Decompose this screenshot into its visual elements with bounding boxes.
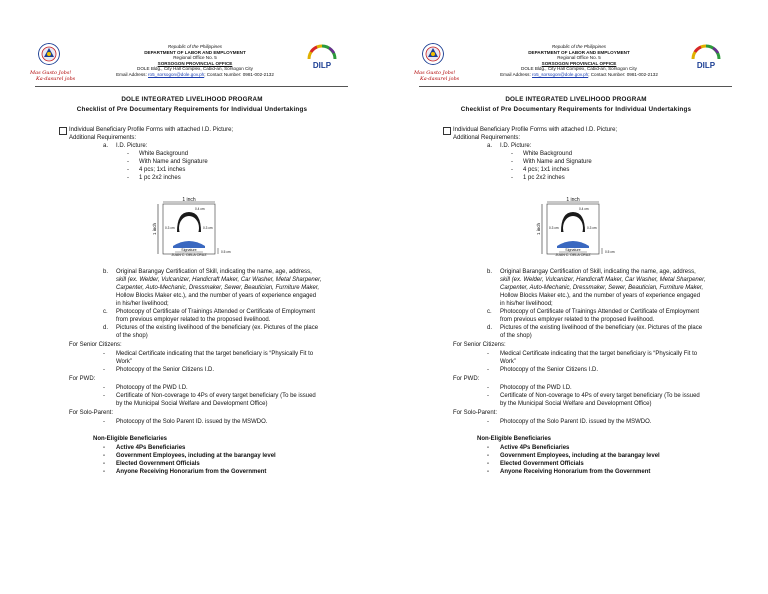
non-eligible-item: Government Employees, including at the barangay level: [500, 453, 660, 459]
letterhead: [479, 44, 679, 77]
checklist-subtitle: Checklist of Pre Documentary Requirements for Individual Undertakings: [76, 106, 308, 113]
email-label: Email Address:: [500, 71, 531, 77]
pwd-label: For PWD:: [453, 376, 480, 382]
dash: -: [487, 385, 489, 391]
non-eligible-title: Non-Eligible Beneficiaries: [477, 436, 552, 442]
non-eligible-item: Active 4Ps Beneficiaries: [116, 445, 186, 451]
a-subitem: 1 pc 2x2 inches: [139, 175, 181, 181]
item-d-line: Pictures of the existing livelihood of the beneficiary (ex. Pictures of the place: [116, 325, 319, 331]
pwd-line: Certificate of Non-coverage to 4Ps of every target beneficiary (To be issued: [116, 393, 316, 399]
item-b-line: Carpenter, Auto-Mechanic, Dressmaker, Sewer, Beautician, Furniture Maker,: [500, 285, 704, 291]
top-margin-label: 0.4 cm: [579, 207, 589, 211]
email-label: Email Address:: [116, 71, 147, 77]
non-eligible-title: Non-Eligible Beneficiaries: [93, 436, 168, 442]
email-link[interactable]: ro5_sorsogon@dole.gov.ph: [148, 71, 205, 77]
item-a-letter: a.: [103, 143, 109, 149]
id-picture-diagram: [535, 196, 623, 262]
solo-parent-label: For Solo-Parent:: [453, 410, 498, 416]
a-subitem: 1 pc 2x2 inches: [523, 175, 565, 181]
program-title: DOLE INTEGRATED LIVELIHOOD PROGRAM: [505, 96, 647, 103]
dash: -: [103, 393, 105, 399]
item-b-line: in his/her livelihood;: [116, 301, 169, 307]
dole-seal-logo: [422, 43, 444, 65]
non-eligible-item: Elected Government Officials: [116, 461, 200, 467]
program-title: DOLE INTEGRATED LIVELIHOOD PROGRAM: [121, 96, 263, 103]
a-subitem: With Name and Signature: [523, 159, 592, 165]
item-b-line: Original Barangay Certification of Skill, indicating the name, age, address,: [116, 269, 312, 275]
department-label: DEPARTMENT OF LABOR AND EMPLOYMENT: [144, 49, 246, 55]
dole-seal-logo: [38, 43, 60, 65]
contact-number: ; Contact Number: 0981-002-2132: [204, 71, 274, 77]
pwd-line: by the Municipal Social Welfare and Development Office): [500, 401, 652, 407]
slogan: [30, 70, 75, 82]
item-d-line: Pictures of the existing livelihood of the beneficiary (ex. Pictures of the place: [500, 325, 703, 331]
contact-number: ; Contact Number: 0981-002-2132: [588, 71, 658, 77]
dash: -: [103, 385, 105, 391]
senior-citizens-label: For Senior Citizens:: [453, 342, 506, 348]
item-b-line: in his/her livelihood;: [500, 301, 553, 307]
solo-line: Photocopy of the Solo Parent ID. issued by the MSWDO.: [500, 419, 652, 425]
contact-line: [95, 72, 295, 78]
provincial-office-label: SORSOGON PROVINCIAL OFFICE: [157, 60, 233, 66]
header-divider: [419, 86, 732, 87]
side-right-label: 0.3 cm: [587, 226, 597, 230]
item-b-line: Hollow Blocks Maker etc.), and the number of years of experience engaged: [116, 293, 317, 299]
contact-line: [479, 72, 679, 78]
non-eligible-item: Anyone Receiving Honorarium from the Government: [500, 469, 651, 475]
senior-line: Photocopy of the Senior Citizens I.D.: [116, 367, 215, 373]
solo-parent-label: For Solo-Parent:: [69, 410, 114, 416]
senior-citizens-label: For Senior Citizens:: [69, 342, 122, 348]
non-eligible-item: Government Employees, including at the barangay level: [116, 453, 276, 459]
senior-line: Photocopy of the Senior Citizens I.D.: [500, 367, 599, 373]
side-left-label: 0.3 cm: [549, 226, 559, 230]
width-label: 1 inch: [182, 197, 196, 203]
a-subitem: 4 pcs; 1x1 inches: [523, 167, 570, 173]
non-eligible-item: Anyone Receiving Honorarium from the Government: [116, 469, 267, 475]
checklist-item-label: Individual Beneficiary Profile Forms with attached I.D. Picture;: [453, 127, 618, 133]
department-label: DEPARTMENT OF LABOR AND EMPLOYMENT: [528, 49, 630, 55]
dash: -: [103, 445, 105, 451]
letterhead: [95, 44, 295, 77]
height-label: 1 inch: [152, 222, 157, 236]
address-label: DOLE Bldg., City Hall Complex, Cabid-an, Sorsogon City: [521, 66, 637, 71]
item-c-line: Photocopy of Certificate of Trainings Attended or Certificate of Employment: [500, 309, 700, 315]
dilp-logo: [689, 42, 723, 76]
pwd-line: Photocopy of the PWD I.D.: [116, 385, 188, 391]
width-label: 1 inch: [566, 197, 580, 203]
slogan-line1: Mas Gusto Jobs!: [414, 70, 456, 76]
senior-line: Work”: [116, 359, 132, 365]
pwd-label: For PWD:: [69, 376, 96, 382]
provincial-office-label: SORSOGON PROVINCIAL OFFICE: [541, 60, 617, 66]
additional-requirements-label: Additional Requirements:: [69, 135, 137, 141]
dash: -: [487, 393, 489, 399]
item-b-line: Hollow Blocks Maker etc.), and the number of years of experience engaged: [500, 293, 701, 299]
checklist-item-label: Individual Beneficiary Profile Forms with attached I.D. Picture;: [69, 127, 234, 133]
senior-line: Work”: [500, 359, 516, 365]
dash: -: [487, 445, 489, 451]
dash: -: [487, 469, 489, 475]
item-b-line: skill (ex. Welder, Vulcanizer, Handicraft Maker, Car Washer, Metal Sharpener,: [116, 277, 322, 283]
dash: -: [103, 419, 105, 425]
top-margin-label: 0.4 cm: [195, 207, 205, 211]
dash: -: [127, 175, 129, 181]
dash: -: [103, 367, 105, 373]
signature-label: Signature: [565, 248, 581, 252]
id-picture-diagram: [151, 196, 239, 262]
dash: -: [487, 351, 489, 357]
pwd-line: Photocopy of the PWD I.D.: [500, 385, 572, 391]
dash: -: [103, 461, 105, 467]
dash: -: [511, 159, 513, 165]
header-divider: [35, 86, 348, 87]
dash: -: [487, 367, 489, 373]
item-b-line: Original Barangay Certification of Skill, indicating the name, age, address,: [500, 269, 696, 275]
dash: -: [127, 151, 129, 157]
slogan-line2: Ka-dasurel jobs: [420, 76, 460, 82]
dash: -: [103, 469, 105, 475]
dash: -: [511, 167, 513, 173]
a-subitem: With Name and Signature: [139, 159, 208, 165]
item-c-line: from previous employer related to the proposed livelihood.: [116, 317, 271, 323]
slogan: [414, 70, 459, 82]
pwd-line: Certificate of Non-coverage to 4Ps of every target beneficiary (To be issued: [500, 393, 700, 399]
item-d-line: of the shop): [500, 333, 532, 339]
item-a-text: I.D. Picture:: [116, 143, 148, 149]
item-c-letter: c.: [103, 309, 108, 315]
non-eligible-item: Active 4Ps Beneficiaries: [500, 445, 570, 451]
item-b-line: Carpenter, Auto-Mechanic, Dressmaker, Sewer, Beautician, Furniture Maker,: [116, 285, 320, 291]
item-b-letter: b.: [487, 269, 493, 275]
item-c-line: from previous employer related to the proposed livelihood.: [500, 317, 655, 323]
checklist-subtitle: Checklist of Pre Documentary Requirements for Individual Undertakings: [460, 106, 692, 113]
email-link[interactable]: ro5_sorsogon@dole.gov.ph: [532, 71, 589, 77]
item-d-letter: d.: [103, 325, 109, 331]
checklist-checkbox[interactable]: [443, 127, 451, 135]
item-c-line: Photocopy of Certificate of Trainings Attended or Certificate of Employment: [116, 309, 316, 315]
bottom-margin-label: 0.5 cm: [605, 250, 615, 254]
dash: -: [511, 151, 513, 157]
dash: -: [127, 167, 129, 173]
item-d-line: of the shop): [116, 333, 148, 339]
slogan-line1: Mas Gusto Jobs!: [30, 70, 72, 76]
side-right-label: 0.3 cm: [203, 226, 213, 230]
additional-requirements-label: Additional Requirements:: [453, 135, 521, 141]
republic-label: Republic of the Philippines: [551, 44, 607, 49]
height-label: 1 inch: [536, 222, 541, 236]
bottom-margin-label: 0.5 cm: [221, 250, 231, 254]
item-b-line: skill (ex. Welder, Vulcanizer, Handicraft Maker, Car Washer, Metal Sharpener,: [500, 277, 706, 283]
a-subitem: White Background: [139, 151, 189, 157]
item-d-letter: d.: [487, 325, 493, 331]
dilp-logo: [305, 42, 339, 76]
dash: -: [487, 453, 489, 459]
slogan-line2: Ka-dasurel jobs: [36, 76, 76, 82]
regional-office-label: Regional Office No. 5: [557, 55, 601, 60]
non-eligible-item: Elected Government Officials: [500, 461, 584, 467]
document-page-right: [384, 0, 768, 594]
dash: -: [103, 351, 105, 357]
checklist-checkbox[interactable]: [59, 127, 67, 135]
dash: -: [487, 419, 489, 425]
dash: -: [487, 461, 489, 467]
item-a-letter: a.: [487, 143, 493, 149]
dash: -: [127, 159, 129, 165]
dash: -: [103, 453, 105, 459]
senior-line: Medical Certificate indicating that the target beneficiary is “Physically Fit to: [500, 351, 698, 357]
regional-office-label: Regional Office No. 5: [173, 55, 217, 60]
item-a-text: I.D. Picture:: [500, 143, 532, 149]
a-subitem: 4 pcs; 1x1 inches: [139, 167, 186, 173]
dilp-logo-text: DILP: [312, 61, 332, 70]
side-left-label: 0.3 cm: [165, 226, 175, 230]
item-b-letter: b.: [103, 269, 109, 275]
signature-label: Signature: [181, 248, 197, 252]
a-subitem: White Background: [523, 151, 573, 157]
republic-label: Republic of the Philippines: [167, 44, 223, 49]
dash: -: [511, 175, 513, 181]
name-label: JUAN C. DELA CRUZ: [555, 253, 591, 257]
item-c-letter: c.: [487, 309, 492, 315]
senior-line: Medical Certificate indicating that the target beneficiary is “Physically Fit to: [116, 351, 314, 357]
address-label: DOLE Bldg., City Hall Complex, Cabid-an, Sorsogon City: [137, 66, 253, 71]
dilp-logo-text: DILP: [696, 61, 716, 70]
solo-line: Photocopy of the Solo Parent ID. issued by the MSWDO.: [116, 419, 268, 425]
pwd-line: by the Municipal Social Welfare and Development Office): [116, 401, 268, 407]
name-label: JUAN C. DELA CRUZ: [171, 253, 207, 257]
